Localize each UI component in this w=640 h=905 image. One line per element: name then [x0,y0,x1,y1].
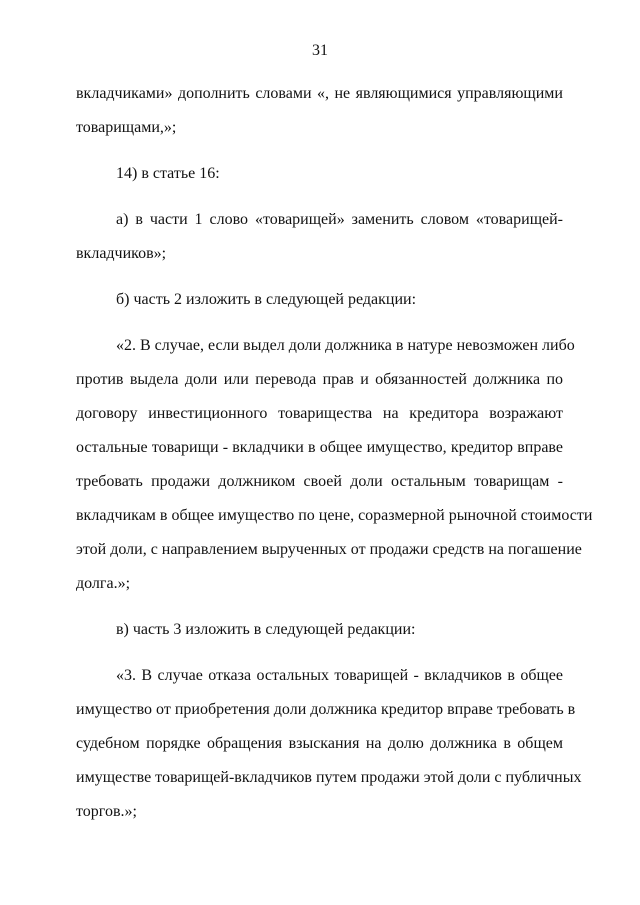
paragraph-part-3-text [76,659,582,829]
text-line: торгов.»; [76,803,137,820]
text-line: против выдела доли или перевода прав и обязанностей должника по [76,371,563,388]
document-body [76,77,593,829]
text-line: «2. В случае, если выдел доли должника в натуре невозможен либо [116,337,575,354]
paragraph-part-2-text [76,329,593,601]
text-line: а) в части 1 слово «товарищей» заменить словом «товарищей- [116,211,563,228]
text-line: остальные товарищи - вкладчики в общее имущество, кредитор вправе [76,439,563,456]
text-line: договору инвестиционного товарищества на кредитора возражают [76,405,563,422]
text-line: вкладчиков»; [76,245,167,262]
text-line: в) часть 3 изложить в следующей редакции: [116,621,416,638]
paragraph-continuation [76,77,563,145]
text-line: этой доли, с направлением вырученных от продажи средств на погашение [76,541,582,558]
paragraph-subitem-b [76,283,563,317]
text-line: «3. В случае отказа остальных товарищей - вкладчиков в общее [116,667,563,684]
page-number: 31 [312,42,328,59]
paragraph-subitem-v [76,613,563,647]
text-line: вкладчикам в общее имущество по цене, соразмерной рыночной стоимости [76,507,593,524]
text-line: б) часть 2 изложить в следующей редакции: [116,291,417,308]
text-line: имущество от приобретения доли должника кредитор вправе требовать в [76,701,576,718]
text-line: требовать продажи должником своей доли остальным товарищам - [76,473,563,490]
text-line: долга.»; [76,575,131,592]
text-line: вкладчиками» дополнить словами «, не являющимися управляющими [76,85,563,102]
text-line: имуществе товарищей-вкладчиков путем продажи этой доли с публичных [76,769,582,786]
text-line: 14) в статье 16: [116,165,220,182]
text-line: судебном порядке обращения взыскания на долю должника в общем [76,735,563,752]
paragraph-subitem-a [76,203,563,271]
paragraph-item-14 [76,157,563,191]
text-line: товарищами,»; [76,119,177,136]
